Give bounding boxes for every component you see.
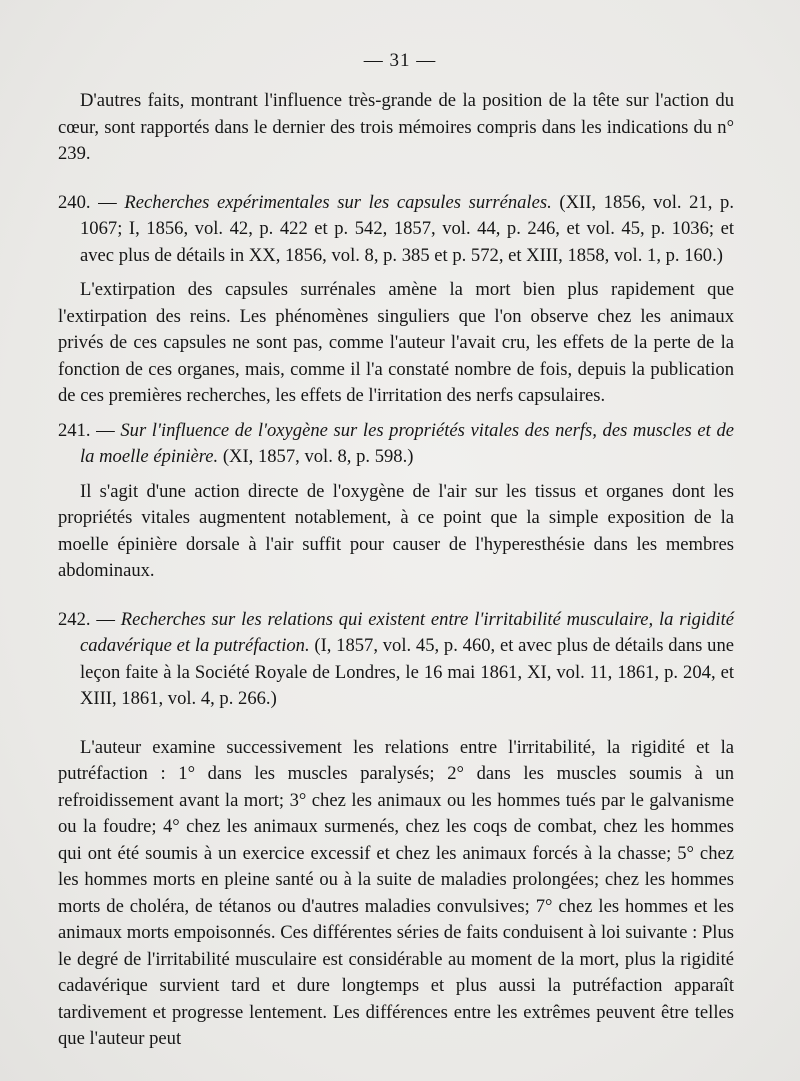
entry-241-refs: (XI, 1857, vol. 8, p. 598.) [218,446,414,467]
entry-240-title: Recherches expérimentales sur les capsules surrénales. [124,191,552,213]
entry-241 [58,418,734,471]
paragraph-position-tete: D'autres faits, montrant l'influence très-grande de la position de la tête sur l'action du cœur, sont rapportés dans le dernier des trois mémoires compris dans les indications du n° 239. [58,90,734,164]
paragraph-capsules: L'extirpation des capsules surrénales amène la mort bien plus rapidement que l'extirpation des reins. Les phénomènes singuliers que l'on observe chez les animaux privés de ces capsules ne sont pas, comme l'auteur l'avait cru, les effets de la perte de la fonction de ces organes, mais, comme il l'a constaté nombre de fois, depuis la publication de ces premières recherches, les effets de l'irritation des nerfs capsulaires. [58,279,734,406]
spacer [58,721,734,735]
spacer [58,176,734,190]
paragraph-irritabilite: L'auteur examine successivement les relations entre l'irritabilité, la rigidité et la putréfaction : 1° dans les muscles paralysés; 2° dans les muscles soumis à un refroidissement avant la mort; 3° chez les animaux ou les hommes tués par le galvanisme ou la foudre; 4° chez les animaux surmenés, chez les coqs de combat, chez les hommes qui ont été soumis à un exercice excessif et chez les animaux forcés à la chasse; 5° chez les hommes morts en pleine santé ou à la suite de maladies prolongées; chez les hommes morts de choléra, de tétanos ou d'autres maladies convulsives; 7° chez les hommes et les animaux morts empoisonnés. Ces différentes séries de faits conduisent à loi suivante : Plus le degré de l'irritabilité musculaire est considérable au moment de la mort, plus la rigidité cadavérique survient tard et dure longtemps et plus aussi la putréfaction apparaît tardivement et progresse lentement. Les différences entre les extrêmes peuvent être telles que l'auteur peut [58,736,734,1049]
body-text [58,88,734,1061]
entry-242-title: Recherches sur les relations qui existent entre l'irritabilité musculaire, la rigidité cadavérique et la putréfaction. [80,608,735,656]
entry-240 [58,190,734,270]
entry-240-refs: (XII, 1856, vol. 21, p. 1067; I, 1856, vol. 42, p. 422 et p. 542, 1857, vol. 44, p. 246, et vol. 45, p. 1036; et avec plus de détails in XX, 1856, vol. 8, p. 385 et p. 572, et XIII, 1858, vol. 1, p. 160.) [80,191,735,266]
entry-242-refs: (I, 1857, vol. 45, p. 460, et avec plus de détails dans une leçon faite à la Société Royale de Londres, le 16 mai 1861, XI, vol. 11, 1861, p. 204, et XIII, 1861, vol. 4, p. 266.) [80,635,734,709]
page-number: — 31 — [363,50,437,71]
spacer [58,593,734,607]
entry-241-number: 241. — [58,419,121,441]
entry-240-number: 240. — [58,191,125,213]
entry-241-title: Sur l'influence de l'oxygène sur les propriétés vitales des nerfs, des muscles et de la moelle épinière. [80,419,734,467]
entry-242 [58,607,734,713]
entry-242-number: 242. — [58,608,121,630]
paragraph-oxygene: Il s'agit d'une action directe de l'oxygène de l'air sur les tissus et organes dont les propriétés vitales augmentent notablement, à ce point que la simple exposition de la moelle épinière dorsale à l'air suffit pour causer de l'hyperesthésie dans les membres abdominaux. [58,480,734,581]
